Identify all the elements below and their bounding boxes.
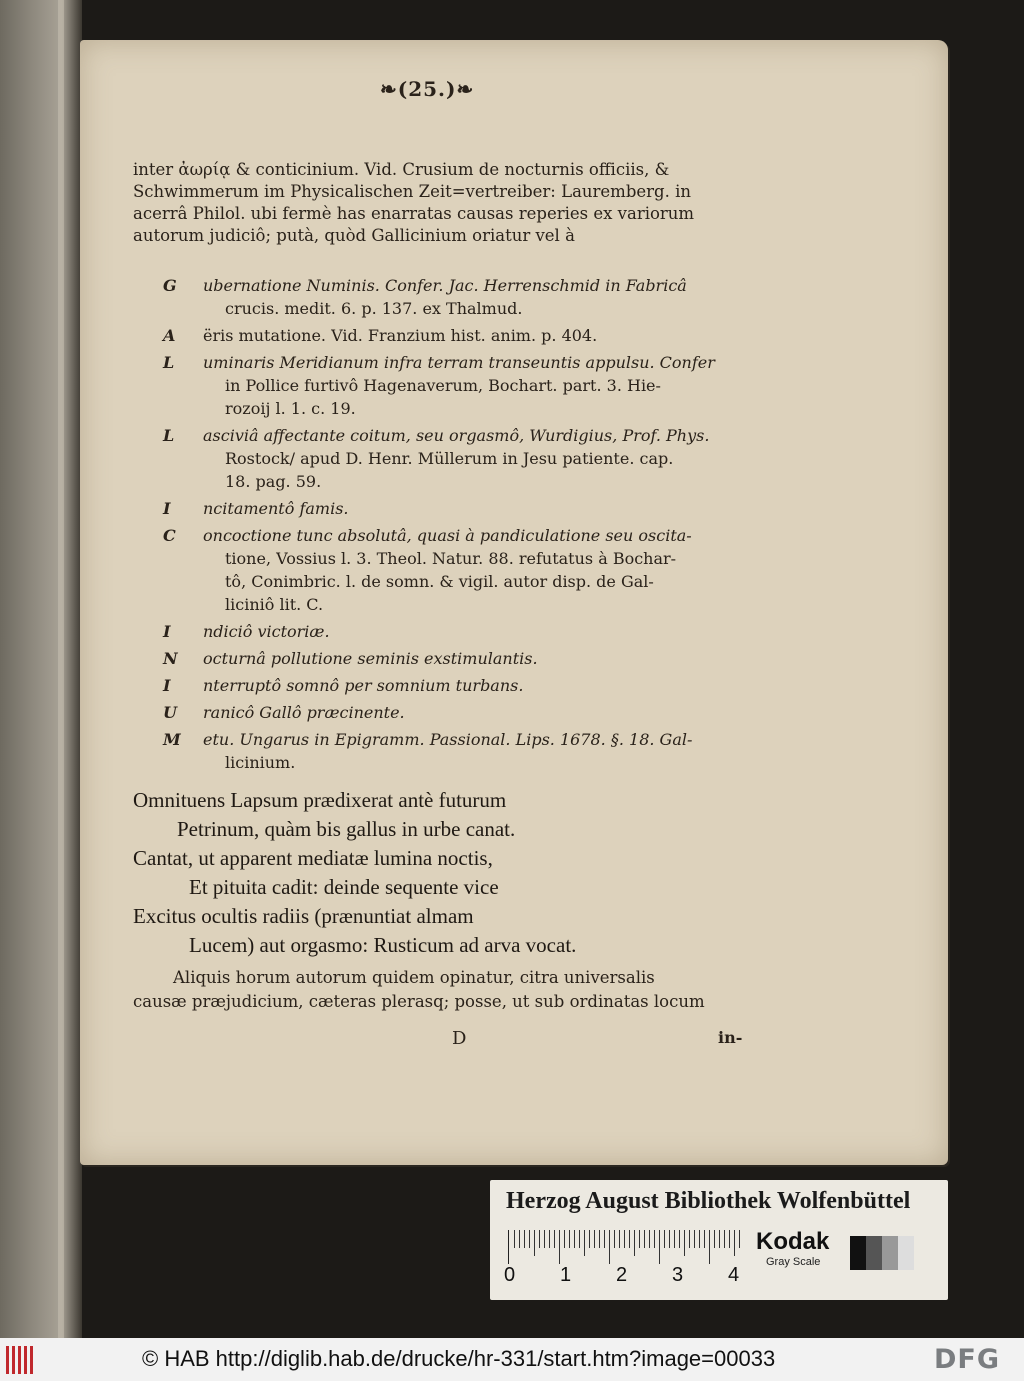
acrostic-entry [163,524,763,616]
acrostic-entry [163,701,763,724]
scale-number: 1 [560,1264,572,1286]
closing-line: Aliquis horum autorum quidem opinatur, citra universalis [173,968,655,987]
source-url-link[interactable]: © HAB http://diglib.hab.de/drucke/hr-331/start.htm?image=00033 [142,1346,776,1371]
signature-mark: D [452,1028,467,1049]
acrostic-letter: N [163,649,178,668]
gray-swatch-mid [882,1236,898,1270]
ruler-tick [514,1230,515,1248]
poem-line: Lucem) aut orgasmo: Rusticum ad arva vocat. [189,933,577,957]
facing-page-edge [0,0,82,1338]
hab-logo-icon [6,1346,36,1374]
page-header: ❧(25.)❧ [380,77,475,101]
ruler-tick [519,1230,520,1248]
entry-line: licinium. [225,753,296,772]
entry-line: in Pollice furtivô Hagenaverum, Bochart. part. 3. Hie- [225,376,661,395]
ruler-tick [719,1230,720,1248]
library-name: Herzog August Bibliothek Wolfenbüttel [506,1188,911,1214]
acrostic-letter: L [163,353,175,372]
poem-line: Et pituita cadit: deinde sequente vice [189,875,499,899]
acrostic-letter: A [163,326,176,345]
ruler-tick [664,1230,665,1248]
poem-line: Cantat, ut apparent mediatæ lumina noctis, [133,846,493,870]
ruler-tick [679,1230,680,1248]
closing-paragraph [133,966,753,1014]
entry-line: oncoctione tunc absolutâ, quasi à pandiculatione seu oscita- [203,526,692,545]
ruler-tick [684,1230,685,1256]
library-color-card [490,1180,948,1300]
entry-line: Rostock/ apud D. Henr. Müllerum in Jesu patiente. cap. [225,449,674,468]
ruler-tick [589,1230,590,1248]
ruler-tick [604,1230,605,1248]
ruler-tick [614,1230,615,1248]
scale-number: 2 [616,1264,628,1286]
acrostic-entry [163,324,763,347]
acrostic-letter: U [163,703,177,722]
ruler-tick [659,1230,660,1264]
ruler-tick [629,1230,630,1248]
gray-swatch-dark [866,1236,882,1270]
ruler-tick [739,1230,740,1248]
poem-line: Petrinum, quàm bis gallus in urbe canat. [177,817,516,841]
ruler-tick [569,1230,570,1248]
acrostic-letter: I [163,676,171,695]
entry-line: etu. Ungarus in Epigramm. Passional. Lips. 1678. §. 18. Gal- [203,730,693,749]
kodak-logo: Kodak [756,1228,830,1255]
entry-line: ëris mutatione. Vid. Franzium hist. anim. p. 404. [203,326,598,345]
ruler-tick [564,1230,565,1248]
intro-line: acerrâ Philol. ubi fermè has enarratas causas reperies ex variorum [133,204,695,223]
scale-number: 4 [728,1264,740,1286]
entry-line: liciniô lit. C. [225,595,324,614]
ruler-tick [689,1230,690,1248]
ruler-tick [649,1230,650,1248]
scale-number: 0 [504,1264,516,1286]
ruler-tick [714,1230,715,1248]
acrostic-entry [163,620,763,643]
entry-line: asciviâ affectante coitum, seu orgasmô, Wurdigius, Prof. Phys. [203,426,710,445]
ruler-tick [579,1230,580,1248]
ruler-tick [549,1230,550,1248]
catchword: in- [718,1028,743,1047]
ruler-tick [554,1230,555,1248]
poem-line: Excitus ocultis radiis (prænuntiat almam [133,904,474,928]
ruler-tick [524,1230,525,1248]
ruler-tick [544,1230,545,1248]
ruler-tick [574,1230,575,1248]
scale-ruler [508,1230,741,1264]
intro-line: Schwimmerum im Physicalischen Zeit=vertreiber: Lauremberg. in [133,182,692,201]
ruler-tick [639,1230,640,1248]
ruler-tick [594,1230,595,1248]
acrostic-entry [163,351,763,420]
acrostic-entry [163,424,763,493]
ruler-tick [644,1230,645,1248]
ruler-tick [729,1230,730,1248]
ruler-tick [734,1230,735,1256]
gray-swatch-black [850,1236,866,1270]
scale-number: 3 [672,1264,684,1286]
entry-line: tô, Conimbric. l. de somn. & vigil. autor disp. de Gal- [225,572,654,591]
ruler-tick [539,1230,540,1248]
ruler-tick [704,1230,705,1248]
acrostic-entry [163,728,763,774]
ruler-tick [559,1230,560,1264]
ruler-tick [669,1230,670,1248]
ruler-tick [624,1230,625,1248]
ruler-tick [674,1230,675,1248]
dfg-logo: DFG [934,1344,1001,1375]
closing-line: causæ præjudicium, cæteras plerasq; posse, ut sub ordinatas locum [133,992,705,1011]
entry-line: crucis. medit. 6. p. 137. ex Thalmud. [225,299,523,318]
gray-swatch-light [898,1236,914,1270]
intro-line: autorum judiciô; putà, quòd Gallicinium oriatur vel à [133,226,575,245]
ruler-tick [654,1230,655,1248]
entry-line: ncitamentô famis. [203,499,349,518]
entry-line: ranicô Gallô præcinente. [203,703,405,722]
intro-line: inter ἀωρίᾳ & conticinium. Vid. Crusium de nocturnis officiis, & [133,160,670,179]
ruler-tick [634,1230,635,1256]
entry-line: 18. pag. 59. [225,472,322,491]
entry-line: rozoij l. 1. c. 19. [225,399,356,418]
acrostic-entry [163,674,763,697]
acrostic-entry [163,647,763,670]
ruler-tick [529,1230,530,1248]
viewer-footer [0,1338,1024,1381]
ruler-tick [709,1230,710,1264]
ruler-tick [619,1230,620,1248]
entry-line: uminaris Meridianum infra terram transeuntis appulsu. Confer [203,353,715,372]
entry-line: nterruptô somnô per somnium turbans. [203,676,524,695]
entry-line: tione, Vossius l. 3. Theol. Natur. 88. refutatus à Bochar- [225,549,677,568]
entry-line: ubernatione Numinis. Confer. Jac. Herrenschmid in Fabricâ [203,276,687,295]
ruler-tick [724,1230,725,1248]
ruler-tick [599,1230,600,1248]
acrostic-letter: C [163,526,176,545]
acrostic-letter: I [163,499,171,518]
acrostic-letter: L [163,426,175,445]
ruler-tick [699,1230,700,1248]
ruler-tick [534,1230,535,1256]
acrostic-entry [163,274,763,320]
poem-line: Omnituens Lapsum prædixerat antè futurum [133,788,507,812]
acrostic-entry [163,497,763,520]
facing-page-fold [58,0,64,1338]
ruler-tick [609,1230,610,1264]
poem [133,786,576,960]
acrostic-letter: I [163,622,171,641]
acrostic-letter: G [163,276,177,295]
ruler-tick [584,1230,585,1256]
ruler-tick [694,1230,695,1248]
entry-line: octurnâ pollutione seminis exstimulantis. [203,649,538,668]
acrostic-letter: M [163,730,181,749]
gray-scale-label: Gray Scale [766,1256,821,1268]
entry-line: ndiciô victoriæ. [203,622,330,641]
